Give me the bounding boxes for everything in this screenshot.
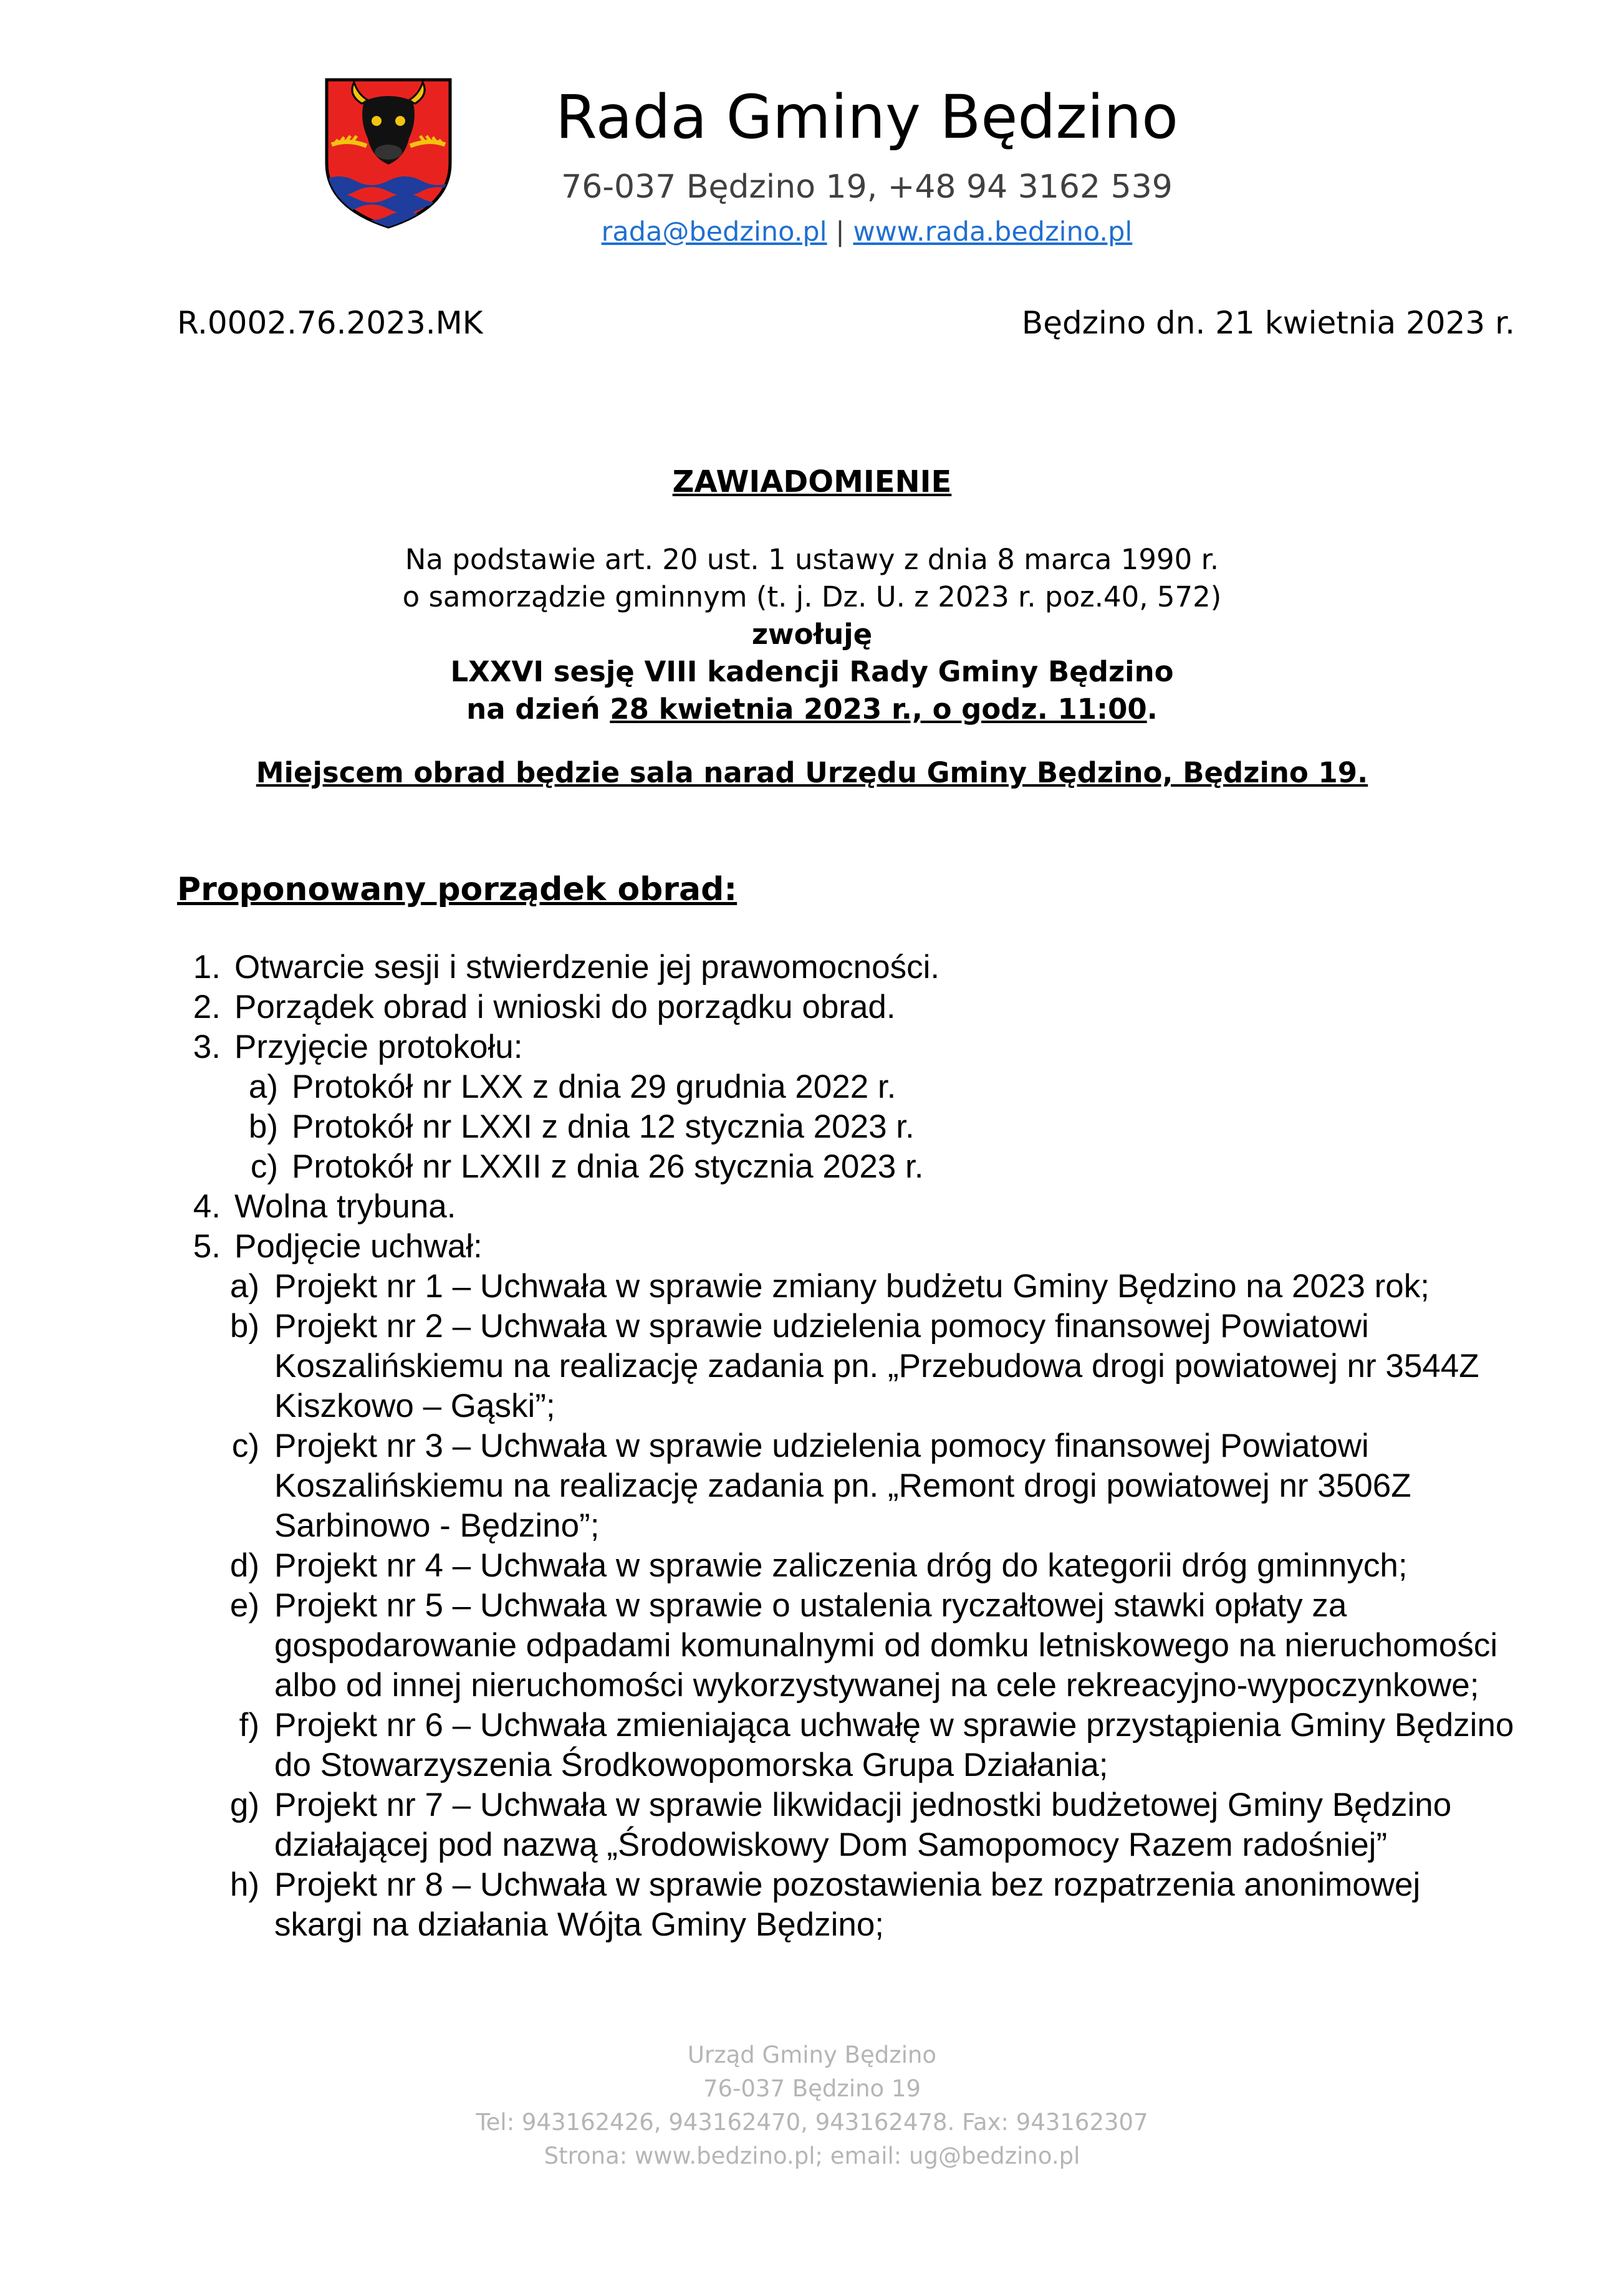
item-text: Protokół nr LXXI z dnia 12 stycznia 2023 r. <box>292 1108 915 1145</box>
session-date <box>0 691 1624 728</box>
item-letter: c) <box>231 1428 259 1464</box>
footer-phone: Tel: 943162426, 943162470, 943162478. Fax: 943162307 <box>476 2109 1148 2136</box>
meeting-place: Miejscem obrad będzie sala narad Urzędu Gminy Będzino, Będzino 19. <box>256 756 1368 789</box>
council-contact <box>0 214 1624 249</box>
item-letter: a) <box>248 1068 278 1105</box>
footer-address: 76-037 Będzino 19 <box>703 2075 921 2102</box>
item-text: Protokół nr LXXII z dnia 26 stycznia 2023 r. <box>292 1148 924 1185</box>
item-number: 2. <box>193 989 221 1025</box>
item-text: Projekt nr 7 – Uchwała w sprawie likwidacji jednostki budżetowej Gminy Będzino działającej pod nazwą „Środowiskowy Dom Samopomocy Razem radośniej” <box>274 1787 1452 1863</box>
document-date: Będzino dn. 21 kwietnia 2023 r. <box>1021 305 1515 341</box>
notice-body <box>0 541 1624 728</box>
footer-web: Strona: www.bedzino.pl; email: ug@bedzino.pl <box>544 2143 1080 2169</box>
item-text: Projekt nr 8 – Uchwała w sprawie pozostawienia bez rozpatrzenia anonimowej skargi na działania Wójta Gminy Będzino; <box>274 1866 1421 1943</box>
resolution-item <box>177 1307 1517 1426</box>
footer-office: Urząd Gminy Będzino <box>687 2042 937 2068</box>
protocol-item <box>177 1067 1517 1107</box>
legal-basis-line-1: Na podstawie art. 20 ust. 1 ustawy z dnia 8 marca 1990 r. <box>405 543 1219 576</box>
item-number: 3. <box>193 1029 221 1065</box>
agenda-item <box>177 987 1517 1027</box>
resolution-item <box>177 1865 1517 1945</box>
item-number: 5. <box>193 1228 221 1265</box>
notice-title: ZAWIADOMIENIE <box>672 464 952 499</box>
item-text: Projekt nr 5 – Uchwała w sprawie o ustalenia ryczałtowej stawki opłaty za gospodarowanie odpadami komunalnymi od domku letniskowego na nieruchomości albo od innej nieruchomości wykorzystywanej na cele rekreacyjno-wypoczynkowe; <box>274 1587 1498 1704</box>
page-footer <box>0 2038 1624 2173</box>
item-letter: b) <box>229 1308 259 1345</box>
item-text: Projekt nr 2 – Uchwała w sprawie udzielenia pomocy finansowej Powiatowi Koszalińskiemu na realizację zadania pn. „Przebudowa drogi powiatowej nr 3544Z Kiszkowo – Gąski”; <box>274 1308 1479 1424</box>
protocol-item <box>177 1107 1517 1147</box>
item-text: Podjęcie uchwał: <box>234 1228 483 1265</box>
agenda-heading: Proponowany porządek obrad: <box>177 871 738 908</box>
item-text: Wolna trybuna. <box>234 1188 456 1225</box>
session-name: LXXVI sesję VIII kadencji Rady Gminy Będzino <box>450 655 1174 688</box>
item-letter: d) <box>229 1547 259 1584</box>
item-letter: b) <box>248 1108 278 1145</box>
item-text: Protokół nr LXX z dnia 29 grudnia 2022 r. <box>292 1068 896 1105</box>
convene-word: zwołuję <box>751 618 873 651</box>
council-address: 76-037 Będzino 19, +48 94 3162 539 <box>561 168 1173 206</box>
legal-basis-line-2: o samorządzie gminnym (t. j. Dz. U. z 2023 r. poz.40, 572) <box>402 580 1222 613</box>
reference-number: R.0002.76.2023.MK <box>177 305 483 341</box>
protocol-item <box>177 1147 1517 1187</box>
agenda-item <box>177 1227 1517 1267</box>
contact-separator: | <box>835 216 845 247</box>
resolution-item <box>177 1706 1517 1785</box>
agenda-item <box>177 1187 1517 1227</box>
agenda-list <box>177 948 1517 1945</box>
email-link[interactable]: rada@bedzino.pl <box>601 216 827 247</box>
item-letter: a) <box>229 1268 259 1305</box>
item-number: 4. <box>193 1188 221 1225</box>
resolution-item <box>177 1785 1517 1865</box>
item-text: Przyjęcie protokołu: <box>234 1029 523 1065</box>
resolution-item <box>177 1586 1517 1706</box>
item-letter: e) <box>229 1587 259 1624</box>
session-date-value: 28 kwietnia 2023 r., o godz. 11:00 <box>610 693 1147 726</box>
agenda-item <box>177 1027 1517 1067</box>
item-letter: g) <box>229 1787 259 1823</box>
session-date-prefix: na dzień <box>466 693 610 726</box>
council-name: Rada Gminy Będzino <box>555 82 1178 152</box>
session-date-suffix: . <box>1146 693 1158 726</box>
item-number: 1. <box>193 949 221 986</box>
agenda-item <box>177 948 1517 987</box>
resolution-item <box>177 1267 1517 1307</box>
item-letter: f) <box>239 1707 259 1744</box>
resolution-item <box>177 1426 1517 1546</box>
item-letter: c) <box>250 1148 278 1185</box>
item-text: Projekt nr 4 – Uchwała w sprawie zaliczenia dróg do kategorii dróg gminnych; <box>274 1547 1408 1584</box>
item-letter: h) <box>229 1866 259 1903</box>
website-link[interactable]: www.rada.bedzino.pl <box>853 216 1133 247</box>
item-text: Porządek obrad i wnioski do porządku obrad. <box>234 989 896 1025</box>
item-text: Projekt nr 3 – Uchwała w sprawie udzielenia pomocy finansowej Powiatowi Koszalińskiemu na realizację zadania pn. „Remont drogi powiatowej nr 3506Z Sarbinowo - Będzino”; <box>274 1428 1411 1544</box>
item-text: Projekt nr 6 – Uchwała zmieniająca uchwałę w sprawie przystąpienia Gminy Będzino do Stowarzyszenia Środkowopomorska Grupa Działania; <box>274 1707 1514 1783</box>
resolution-item <box>177 1546 1517 1586</box>
item-text: Projekt nr 1 – Uchwała w sprawie zmiany budżetu Gminy Będzino na 2023 rok; <box>274 1268 1429 1305</box>
item-text: Otwarcie sesji i stwierdzenie jej prawomocności. <box>234 949 940 986</box>
